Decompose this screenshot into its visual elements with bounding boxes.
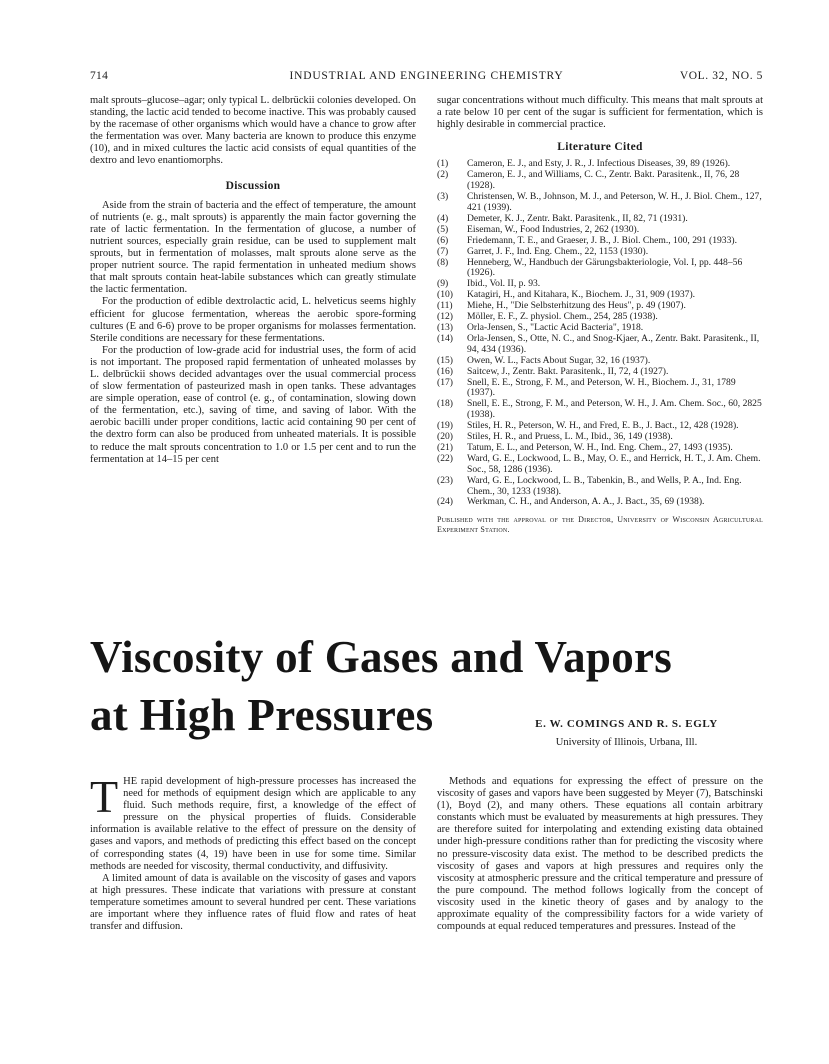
article-title-line-2: at High Pressures [90, 690, 434, 740]
page-number: 714 [90, 70, 109, 82]
reference-text: Cameron, E. J., and Williams, C. C., Zentr. Bakt. Parasitenk., II, 76, 28 (1928). [467, 169, 740, 192]
reference-item [437, 170, 763, 192]
reference-number: (16) [437, 365, 453, 377]
reference-item [437, 399, 763, 421]
reference-number: (22) [437, 452, 453, 464]
reference-text: Snell, E. E., Strong, F. M., and Peterson, W. H., J. Am. Chem. Soc., 60, 2825 (1938). [467, 398, 762, 421]
reference-number: (11) [437, 300, 453, 312]
reference-text: Eiseman, W., Food Industries, 2, 262 (1930). [467, 223, 640, 235]
reference-number: (14) [437, 332, 453, 344]
reference-number: (1) [437, 158, 449, 170]
reference-number: (24) [437, 496, 453, 508]
article-affiliation: University of Illinois, Urbana, Ill. [555, 737, 698, 748]
reference-number: (23) [437, 474, 453, 486]
reference-item [437, 497, 763, 508]
reference-text: Ward, G. E., Lockwood, L. B., May, O. E., and Herrick, H. T., J. Am. Chem. Soc., 58, 1286 (1936). [467, 452, 761, 475]
reference-number: (7) [437, 245, 449, 257]
reference-text: Ibid., Vol. II, p. 93. [467, 278, 541, 290]
reference-number: (20) [437, 431, 453, 443]
article-paragraph-3: Methods and equations for expressing the effect of pressure on the viscosity of gases and vapors have been suggested by Meyer (7), Batschinski (1), Boyd (2), and many others. These equations all contain arbitrary constants which must be evaluated by measurements at high pressures. They are therefore suited for interpolating and extending existing data obtained under high-pressure conditions rather than for predicting the viscosity where no pressure-viscosity data exist. The method to be described predicts the viscosity of gases and vapors at high pressures and requires only the viscosity at atmospheric pressure and the critical temperature and pressure of the pure compound. The method follows logically from the concept of viscosity used in the kinetic theory of gases and by analogy to the approximate equality of the compressibility factors for a wide variety of compounds at equal reduced temperatures and pressures. Instead of the [437, 776, 763, 933]
article-title-line-1: Viscosity of Gases and Vapors [90, 632, 673, 682]
reference-number: (17) [437, 376, 453, 388]
reference-number: (15) [437, 354, 453, 366]
paragraph-continued-right: sugar concentrations without much difficulty. This means that malt sprouts at a rate below 10 per cent of the sugar is sufficient for fermentation, which is highly desirable in commercial practice. [437, 95, 763, 131]
reference-item [437, 192, 763, 214]
drop-cap: T [90, 771, 119, 822]
reference-number: (4) [437, 212, 449, 224]
prev-article-right-column [437, 95, 763, 535]
reference-number: (8) [437, 256, 449, 268]
reference-text: Friedemann, T. E., and Graeser, J. B., J. Biol. Chem., 100, 291 (1933). [467, 234, 737, 246]
reference-number: (18) [437, 398, 453, 410]
reference-item [437, 378, 763, 400]
footnote [437, 515, 763, 535]
reference-number: (21) [437, 441, 453, 453]
journal-title: INDUSTRIAL AND ENGINEERING CHEMISTRY [289, 70, 564, 82]
volume-issue: VOL. 32, NO. 5 [679, 70, 763, 82]
reference-text: Miehe, H., "Die Selbsterhitzung des Heus", p. 49 (1907). [467, 300, 686, 312]
reference-number: (5) [437, 223, 449, 235]
reference-text: Garret, J. F., Ind. Eng. Chem., 22, 1153 (1930). [467, 245, 649, 257]
reference-text: Katagiri, H., and Kitahara, K., Biochem. J., 31, 909 (1937). [467, 289, 696, 301]
reference-list [437, 159, 763, 508]
prev-article-left-column [90, 95, 416, 466]
article-paragraph-1: HE rapid development of high-pressure processes has increased the need for methods of equipment design which are applicable to any fluid. Such methods require, first, a knowledge of the effect of pressure on the physical properties of fluids. Considerable information is available relative to the effect of pressure on the density of gases and vapors, and methods of predicting this effect based on the concept of corresponding states (4, 19) have been in use for some time. Similar methods are needed for viscosity, thermal conductivity, and diffusivity. [90, 776, 416, 872]
article-right-column [437, 776, 763, 933]
literature-cited-heading: Literature Cited [557, 141, 643, 154]
reference-text: Saitcew, J., Zentr. Bakt. Parasitenk., II, 72, 4 (1927). [467, 365, 669, 377]
reference-text: Tatum, E. L., and Peterson, W. H., Ind. Eng. Chem., 27, 1493 (1935). [467, 441, 733, 453]
reference-number: (3) [437, 191, 449, 203]
reference-item [437, 258, 763, 280]
reference-number: (2) [437, 169, 449, 181]
discussion-paragraph-2: For the production of edible dextrolactic acid, L. helveticus seems highly efficient for glucose fermentation, whereas the aerobic spore-forming cultures (E and 6-6) prove to be proper organisms for molasses fermentation. Sterile conditions are necessary for these fermentations. [90, 296, 416, 344]
discussion-paragraph-3: For the production of low-grade acid for industrial uses, the form of acid is not important. The proposed rapid fermentation of unheated molasses by L. delbrückii shows decided advantages over the usual commercial process of slow fermentation of pasteurized mash in open tanks. These advantages are simple operation, ease of control (e. g., of contamination, slowing down of the fermentation, etc.), saving of time, and saving of labor. With the aerobic bacilli under proper conditions, lactic acid containing 90 per cent of the dextro form can also be produced from unheated materials. It is possible to reduce the malt sprouts concentration to 1.0 or 1.5 per cent and to run the fermentation at 14–15 per cent [90, 344, 416, 465]
reference-text: Cameron, E. J., and Esty, J. R., J. Infectious Diseases, 39, 89 (1926). [467, 158, 731, 170]
reference-text: Möller, E. F., Z. physiol. Chem., 254, 285 (1938). [467, 311, 658, 323]
reference-number: (10) [437, 289, 453, 301]
discussion-paragraph-1: Aside from the strain of bacteria and the effect of temperature, the amount of nutrients (e. g., malt sprouts) is apparently the main factor governing the rate of lactic fermentation. In the fermentation of glucose, a number of nutrient sources, especially grain residue, can be used to supplement malt sprouts, but in fermentation of molasses, malt sprouts alone serve as the proper nutrient source. The rapid fermentation in unheated medium shows that malt sprouts contain heat-labile substances which can greatly stimulate the lactic fermentation. [90, 199, 416, 296]
reference-text: Henneberg, W., Handbuch der Gärungsbakteriologie, Vol. I, pp. 448–56 (1926). [467, 256, 743, 279]
reference-number: (9) [437, 278, 449, 290]
reference-text: Ward, G. E., Lockwood, L. B., Tabenkin, B., and Wells, P. A., Ind. Eng. Chem., 30, 1233 (1938). [467, 474, 742, 497]
reference-number: (13) [437, 321, 453, 333]
reference-text: Orla-Jensen, S., Otte, N. C., and Snog-Kjaer, A., Zentr. Bakt. Parasitenk., II, 94, 434 (1936). [467, 332, 760, 355]
reference-item [437, 476, 763, 498]
footnote-text: Published with the approval of the Director, University of Wisconsin Agricultural Experiment Station. [437, 515, 763, 535]
article-paragraph-2: A limited amount of data is available on the viscosity of gases and vapors at high pressures. These indicate that variations with pressure at constant temperature sometimes amount to several hundred per cent. These variations are important where they influence rates of fluid flow and rates of heat transfer and diffusion. [90, 872, 416, 933]
reference-text: Demeter, K. J., Zentr. Bakt. Parasitenk., II, 82, 71 (1931). [467, 212, 688, 224]
reference-item [437, 334, 763, 356]
article-left-column [90, 771, 416, 933]
reference-item [437, 454, 763, 476]
reference-text: Orla-Jensen, S., "Lactic Acid Bacteria", 1918. [467, 321, 644, 333]
article-authors: E. W. COMINGS AND R. S. EGLY [535, 718, 718, 730]
reference-number: (6) [437, 234, 449, 246]
reference-number: (12) [437, 311, 453, 323]
reference-text: Werkman, C. H., and Anderson, A. A., J. Bact., 35, 69 (1938). [467, 496, 705, 508]
reference-text: Stiles, H. R., and Pruess, L. M., Ibid., 36, 149 (1938). [467, 431, 673, 443]
reference-text: Owen, W. L., Facts About Sugar, 32, 16 (1937). [467, 354, 651, 366]
paragraph-continued: malt sprouts–glucose–agar; only typical L. delbrückii colonies developed. On standing, the lactic acid tended to become inactive. This was probably caused by the racemase of other organisms which would have a chance to grow after the fermentation was over. Many bacteria are known to produce this enzyme (10), and in mixed cultures the lactic acid consists of equal quantities of the dextro and levo enantiomorphs. [90, 95, 417, 167]
reference-number: (19) [437, 420, 453, 432]
reference-text: Snell, E. E., Strong, F. M., and Peterson, W. H., Biochem. J., 31, 1789 (1937). [467, 376, 736, 399]
reference-text: Christensen, W. B., Johnson, M. J., and Peterson, W. H., J. Biol. Chem., 127, 421 (1939). [467, 191, 762, 213]
running-header [90, 70, 763, 86]
reference-text: Stiles, H. R., Peterson, W. H., and Fred, E. B., J. Bact., 12, 428 (1928). [467, 420, 739, 432]
discussion-heading: Discussion [225, 179, 281, 192]
